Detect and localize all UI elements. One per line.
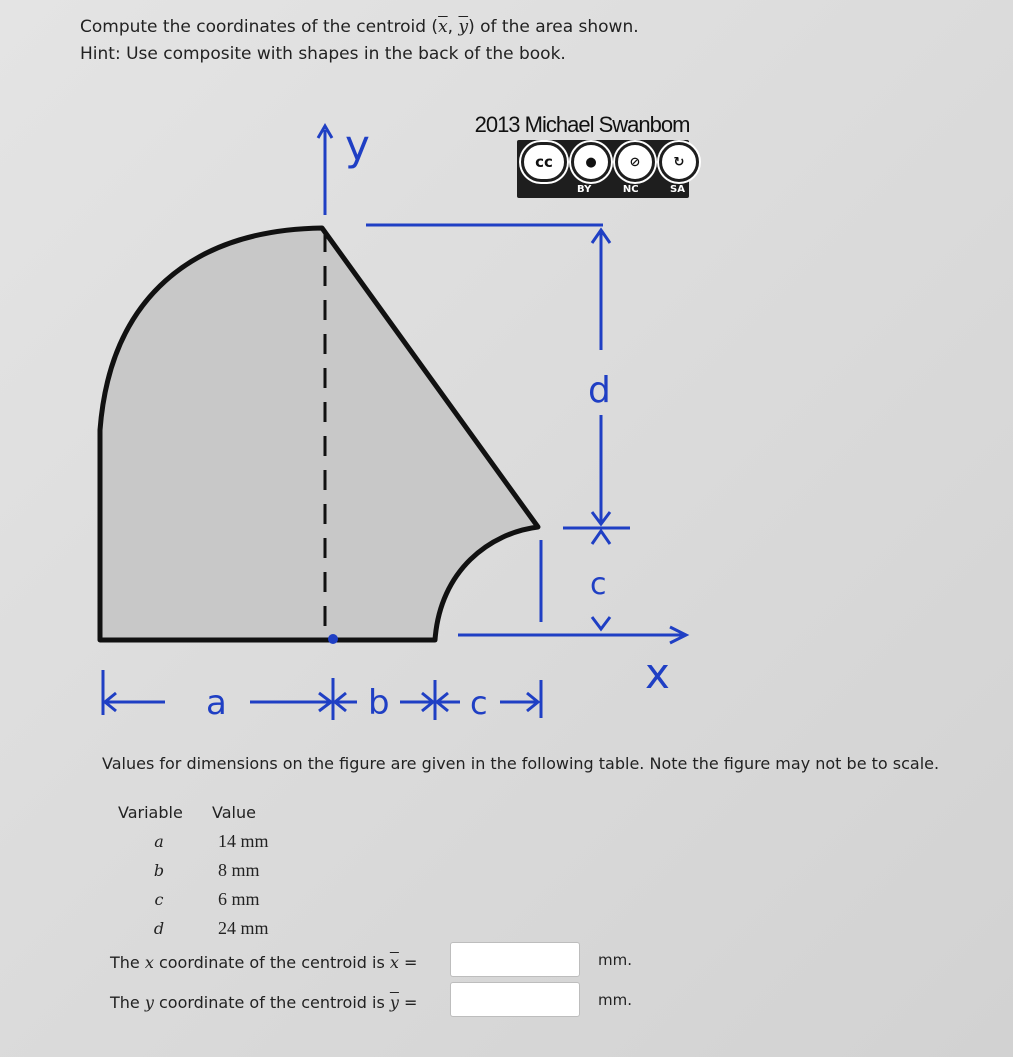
variable-cell: c [154, 890, 164, 909]
person-icon: ● [571, 142, 611, 182]
c-bottom-label: c [470, 684, 488, 722]
x-axis-label: x [645, 649, 670, 698]
no-dollar-icon: ⊘ [615, 142, 655, 182]
a-label: a [206, 683, 227, 723]
badge-by-label: BY [577, 184, 592, 195]
composite-area-shape [100, 228, 538, 640]
credit-text: 2013 Michael Swanbom [474, 112, 690, 137]
cc-icon: cc [521, 142, 567, 182]
value-cell: 8 mm [218, 860, 260, 880]
value-cell: 14 mm [218, 831, 269, 851]
question-text: coordinate of the centroid is [153, 993, 390, 1012]
y-centroid-question [110, 993, 417, 1012]
table-row [112, 885, 275, 914]
y-axis-label: y [345, 121, 370, 170]
b-label: b [368, 683, 390, 723]
badge-sa-label: SA [670, 184, 685, 195]
variable-cell: b [153, 861, 165, 880]
value-cell: 6 mm [218, 889, 260, 909]
problem-text-end: ) of the area shown. [468, 17, 639, 37]
question-text: The [110, 953, 145, 972]
separator: , [447, 17, 459, 37]
x-bar-symbol: $\overline{x}$ [438, 17, 448, 37]
c-arrow-bottom [592, 617, 610, 629]
question-text: The [110, 993, 145, 1012]
problem-text: Compute the coordinates of the centroid ( [80, 17, 439, 37]
c-arrow-top [592, 531, 610, 544]
x-bar-symbol: $\overline{x}$ [389, 953, 399, 972]
d-label: d [588, 370, 611, 411]
x-centroid-question [110, 953, 417, 972]
table-header-value: Value [212, 803, 256, 822]
share-alike-icon: ↻ [659, 142, 699, 182]
hint-line: Hint: Use composite with shapes in the back of the book. [80, 44, 566, 64]
variable-cell: a [154, 832, 164, 851]
table-header-row [112, 798, 275, 827]
value-cell: 24 mm [218, 918, 269, 938]
x-variable: x [144, 953, 154, 972]
badge-nc-label: NC [622, 184, 639, 195]
y-unit-label: mm. [598, 991, 632, 1009]
x-centroid-input[interactable] [450, 942, 580, 977]
c-right-label: c [590, 567, 607, 602]
dimensions-table [112, 798, 275, 943]
equals-sign: = [398, 993, 418, 1012]
dimensions-note: Values for dimensions on the figure are given in the following table. Note the figure may not be to scale. [102, 754, 940, 773]
y-variable: y [144, 993, 154, 1012]
y-bar-symbol: $\overline{y}$ [389, 993, 399, 1012]
x-unit-label: mm. [598, 951, 632, 969]
y-centroid-input[interactable] [450, 982, 580, 1017]
equals-sign: = [398, 953, 418, 972]
table-header-variable: Variable [118, 803, 183, 822]
y-bar-symbol: $\overline{y}$ [458, 17, 469, 37]
table-row [112, 827, 275, 856]
table-row [112, 856, 275, 885]
origin-point [328, 634, 338, 644]
table-row [112, 914, 275, 943]
question-text: coordinate of the centroid is [153, 953, 390, 972]
variable-cell: d [153, 919, 165, 938]
